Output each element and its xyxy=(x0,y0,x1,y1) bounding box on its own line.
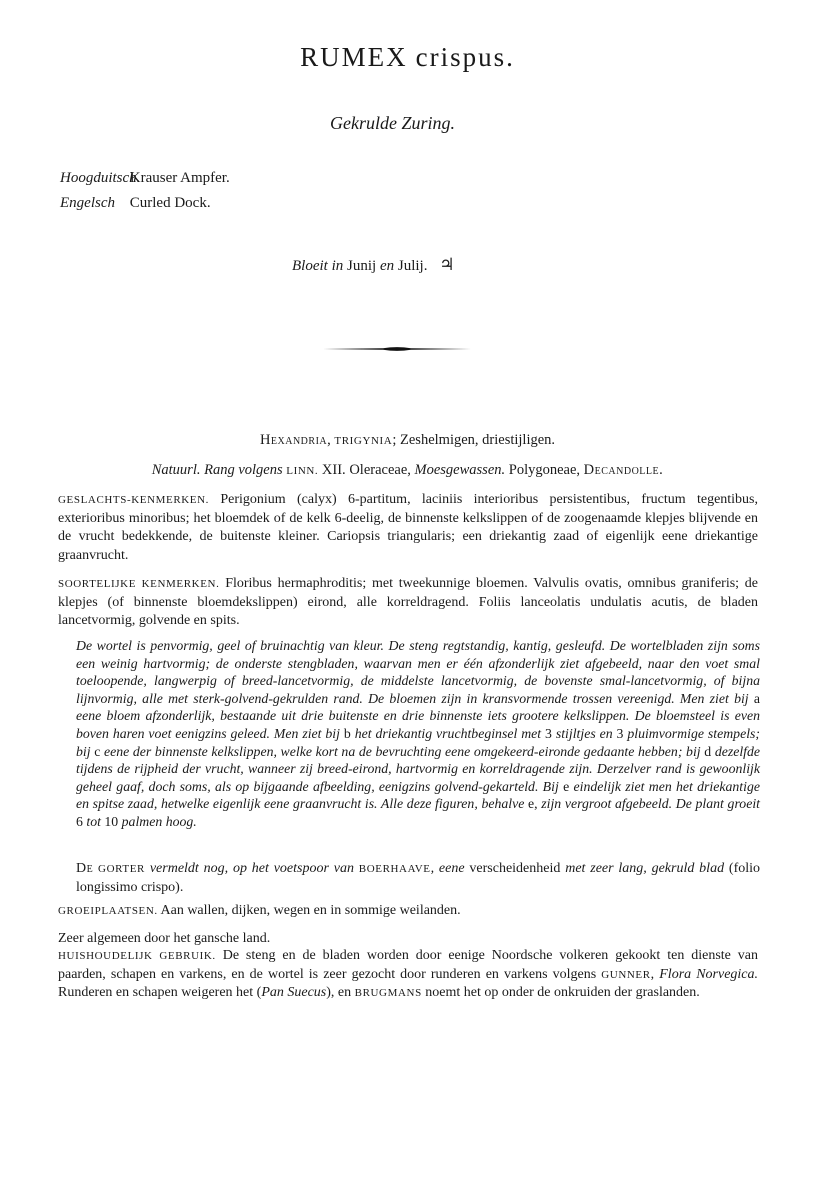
rank-linn: LINN. xyxy=(286,465,319,477)
classification-line xyxy=(0,432,815,449)
vernacular-names xyxy=(60,166,230,216)
bloom-period xyxy=(292,255,454,275)
genus-characters-text: Perigonium (calyx) 6-partitum, laciniis interioribus persistentibus, fructum tegentibus, exterioribus minoribus; het bloemdek of de kelk 6-deelig, de binnenste kelkslippen of de zoogenaamde klepjes blijvende en de vrucht bedekkende, de buitenste kleiner. Cariopsis triangularis; een driekantig zaad of eigenlijk eene driekantige graanvrucht. xyxy=(58,492,759,563)
gorter-text-5: (folio longissimo crispo). xyxy=(76,861,761,895)
bloom-month-2: Julij. xyxy=(397,258,428,274)
desc-text: dezelfde tijdens de rijpheid der vrucht, wanneer zij breed-eirond, hartvormig en korreldragende zijn. Derzelver rand is gewoonlijk geheel gaaf, doch soms, als op bijgaande afbeelding, eenigzins golvend-gekarteld. Bij xyxy=(76,743,761,794)
gorter-text-3: verscheidenheid xyxy=(469,861,561,876)
gorter-de: De xyxy=(76,861,94,876)
bloom-conj: en xyxy=(379,258,395,274)
gorter-name: GORTER xyxy=(98,863,145,875)
page-subtitle: Gekrulde Zuring. xyxy=(330,113,455,133)
title-species: crispus. xyxy=(415,42,515,72)
desc-text: zijn vergroot afgebeeld. De plant groeit xyxy=(541,796,760,812)
desc-text: eene der binnenste kelkslippen, welke kort na de bevruchting eene omgekeerd-eironde gedaante hebben; bij xyxy=(103,743,701,759)
habitat xyxy=(58,902,758,921)
name-row-german xyxy=(60,166,230,191)
rank-moesgewassen: Moesgewassen. xyxy=(414,462,506,478)
name-value: Curled Dock. xyxy=(129,195,211,211)
gunner-name: GUNNER xyxy=(601,968,651,981)
gorter-text-1: vermeldt nog, op het voetspoor van xyxy=(149,861,354,876)
perennial-symbol-icon: ♃ xyxy=(439,255,455,274)
rank-number: XII. xyxy=(321,462,346,478)
species-characters-text: Floribus hermaphroditis; met tweekunnige bloemen. Valvulis ovatis, omnibus graniferis; de klepjes (of binnenste bloemdekslippen) eirond, alle korreldragend. Foliis lanceolatis undulatis acutis, de bladen lancetvormig, golvende en spits. xyxy=(58,576,759,628)
household-usage xyxy=(58,947,758,1003)
desc-text: De wortel is penvormig, geel of bruinachtig van kleur. De steng regtstandig, kantig, gesleufd. De wortelbladen zijn soms een weinig hartvormig; de onderste stengbladen, waarvan men er één afzonderlijk ziet afgebeeld, naar den voet smal toeloopende, langwerpig of breed-lancetvormig, de middelste lancetvormig, de bovenste smal-lancetvormig, of bijna lijnvormig, alle met sterk-golvend-gekrulden rand. De bloemen zijn in kransvormende trossen vereenigd. Men ziet bij xyxy=(76,638,760,706)
usage-text-3: ), en xyxy=(326,985,352,1000)
desc-text: pluimvormige stempels; bij xyxy=(76,725,760,759)
figure-letter: d xyxy=(704,743,712,759)
rank-prefix: Natuurl. Rang volgens xyxy=(151,462,283,478)
genus-characters-label: GESLACHTS-KENMERKEN. xyxy=(58,494,210,506)
desc-text: eindelijk ziet men het driekantige en spitse zaad, hetwelke eigenlijk eene graanvrucht is. Alle deze figuren, behalve xyxy=(76,778,760,812)
class-separator: , xyxy=(327,432,331,448)
figure-letter: c xyxy=(94,743,101,759)
page-title xyxy=(0,42,815,73)
common-occurrence xyxy=(58,930,758,949)
ornamental-rule xyxy=(323,346,471,352)
gorter-text-4: met zeer lang, gekruld blad xyxy=(565,861,725,876)
class-name: Hexandria xyxy=(259,432,328,448)
order-name: TRIGYNIA xyxy=(334,435,393,447)
name-row-english xyxy=(60,191,230,216)
desc-text: eene bloem afzonderlijk, bestaande uit drie buitenste en drie binnenste iets grootere kelkslippen. De bloemsteel is even boven haren voet eenigzins geleed. Men ziet bij xyxy=(76,708,760,741)
figure-letter: e, xyxy=(528,796,538,812)
desc-text: tot xyxy=(86,813,101,829)
genus-characters xyxy=(58,491,758,565)
rank-oleraceae: Oleraceae, xyxy=(349,462,411,478)
figure-letter: b xyxy=(343,725,351,741)
gorter-text-2: , eene xyxy=(430,861,465,876)
rank-polygoneae: Polygoneae, xyxy=(508,462,581,478)
desc-number: 3 xyxy=(545,725,552,741)
common-text: Zeer algemeen door het gansche land. xyxy=(58,931,271,946)
desc-number: 6 xyxy=(76,813,83,829)
name-value: Krauser Ampfer. xyxy=(129,170,230,186)
rank-decandolle: Decandolle. xyxy=(583,462,664,478)
desc-text: stijltjes en xyxy=(555,725,613,741)
bloom-month-1: Junij xyxy=(347,258,377,274)
description-paragraph xyxy=(76,637,760,831)
gorter-note xyxy=(76,860,760,897)
boerhaave-name: BOERHAAVE xyxy=(358,863,431,875)
desc-text: palmen hoog. xyxy=(121,813,197,829)
figure-letter: a xyxy=(753,690,760,706)
flora-norvegica: Flora Norvegica. xyxy=(659,966,759,982)
pan-suecus: Pan Suecus xyxy=(261,985,327,1000)
desc-text: het driekantig vruchtbeginsel met xyxy=(354,725,542,741)
habitat-label: GROEIPLAATSEN. xyxy=(58,905,158,917)
title-genus: RUMEX xyxy=(300,42,408,72)
desc-number: 10 xyxy=(104,813,119,829)
usage-comma: , xyxy=(650,966,655,982)
natural-rank-line xyxy=(0,462,815,479)
habitat-text: Aan wallen, dijken, wegen en in sommige weilanden. xyxy=(160,903,461,918)
name-language: Hoogduitsch. xyxy=(60,170,141,186)
name-language: Engelsch xyxy=(60,195,115,211)
desc-number: 3 xyxy=(616,725,624,741)
class-rest: ; Zeshelmigen, driestijligen. xyxy=(392,432,556,448)
usage-text-4: noemt het op onder de onkruiden der graslanden. xyxy=(425,985,700,1000)
usage-text-2: Runderen en schapen weigeren het ( xyxy=(58,985,262,1000)
usage-label: HUISHOUDELIJK GEBRUIK. xyxy=(58,950,216,962)
figure-letter: e xyxy=(563,778,570,794)
species-characters xyxy=(58,575,758,631)
usage-text-1: De steng en de bladen worden door eenige Noordsche volkeren gekookt ten dienste van paarden, schapen en varkens, en de wortel is zeer gezocht door runderen en varkens volgens xyxy=(58,948,759,982)
species-characters-label: SOORTELIJKE KENMERKEN. xyxy=(58,578,220,590)
brugmans-name: BRUGMANS xyxy=(354,987,422,999)
bloom-prefix: Bloeit in xyxy=(292,258,344,274)
